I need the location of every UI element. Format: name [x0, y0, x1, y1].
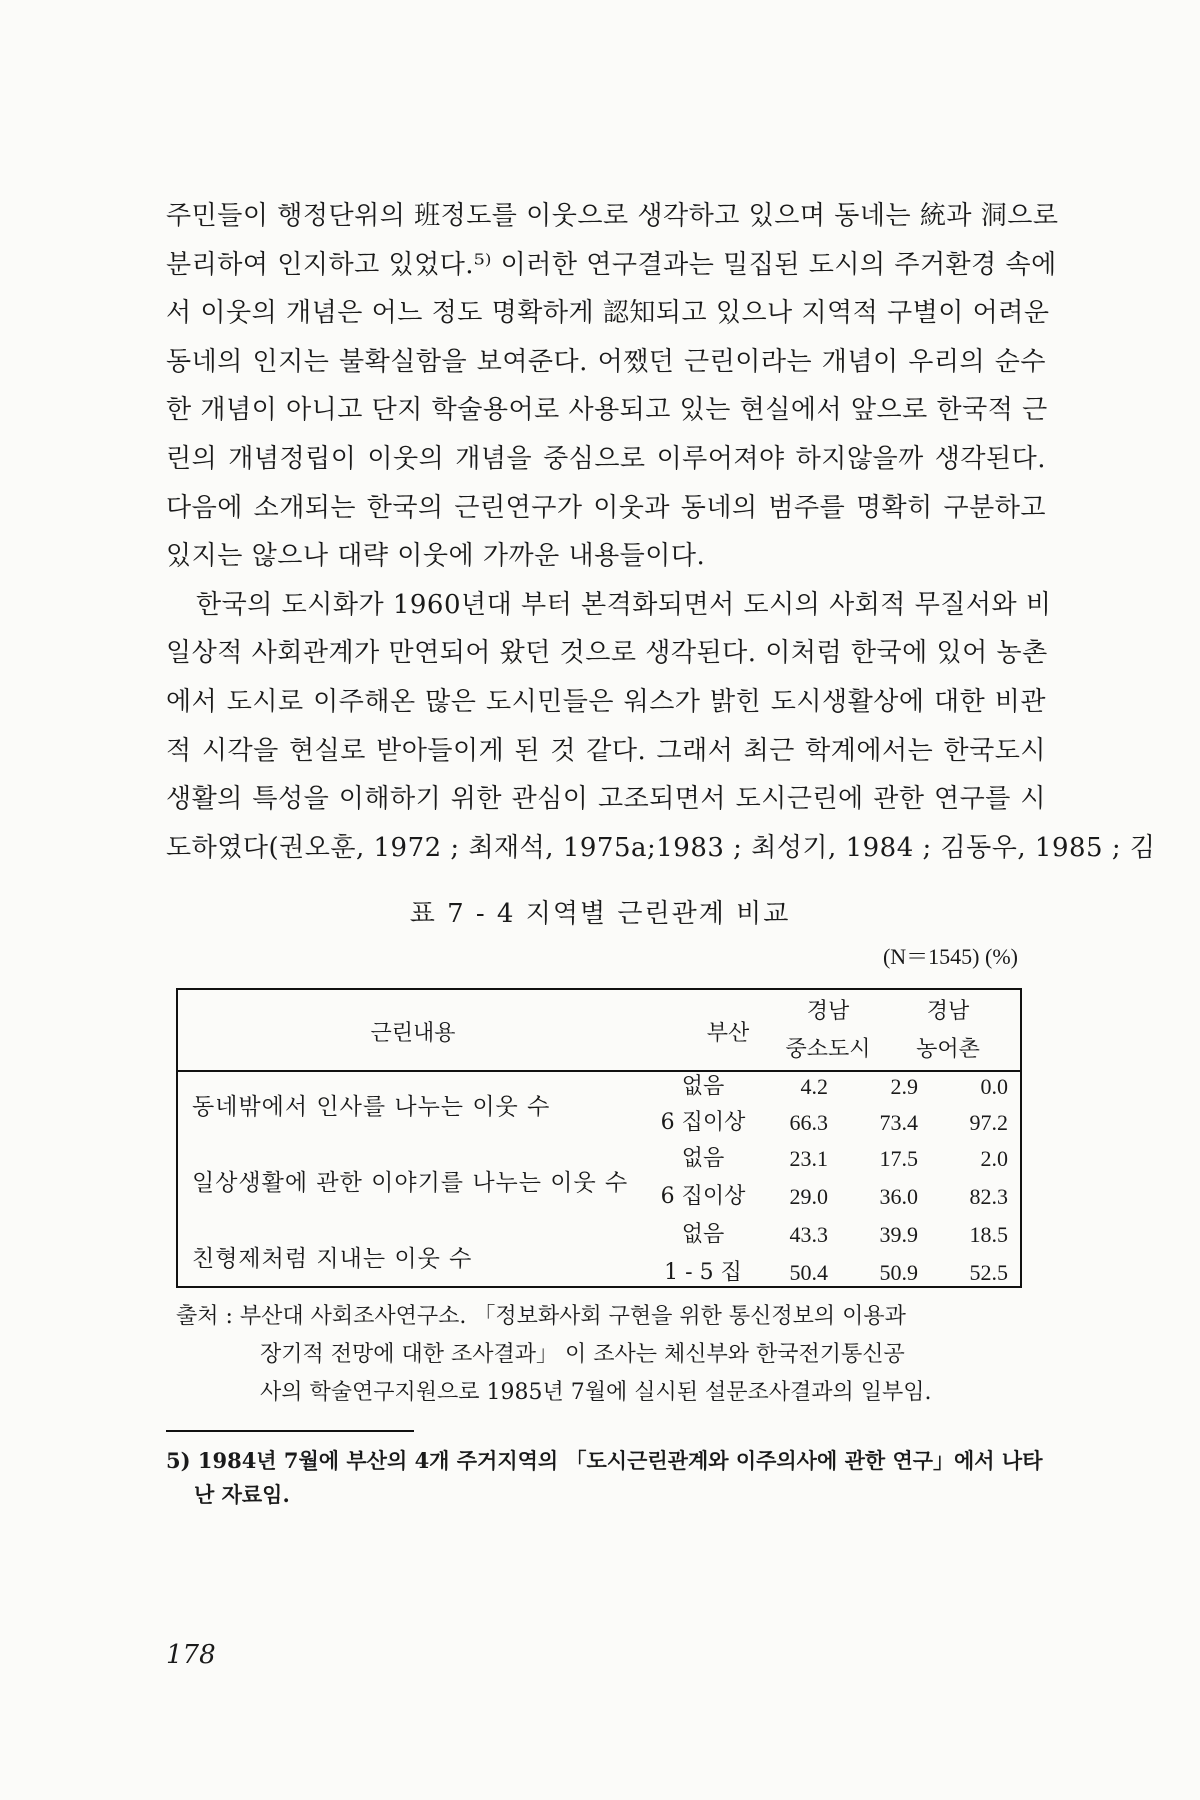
body-text: [166, 192, 1156, 872]
value-busan: 4.2: [800, 1074, 828, 1099]
body-line: 생활의 특성을 이해하기 위한 관심이 고조되면서 도시근린에 관한 연구를 시: [166, 784, 1046, 815]
header-gn-rural-bottom: 농어촌: [916, 1037, 980, 1062]
body-line: 분리하여 인지하고 있었다.⁵⁾ 이러한 연구결과는 밀집된 도시의 주거환경 속에: [166, 249, 1057, 280]
table-row: [178, 1140, 1020, 1178]
body-line: 에서 도시로 이주해온 많은 도시민들은 워스가 밝힌 도시생활상에 대한 비관: [166, 686, 1046, 717]
value-gn-rural: 18.5: [969, 1222, 1008, 1247]
source-line: 출처 : 부산대 사회조사연구소. 「정보화사회 구현을 위한 통신정보의 이용과: [176, 1304, 906, 1329]
footnote: [166, 1444, 1066, 1512]
sub-label: 없음: [681, 1074, 725, 1099]
source-line: 사의 학술연구지원으로 1985년 7월에 실시된 설문조사결과의 일부임.: [260, 1380, 932, 1405]
value-gn-city: 73.4: [879, 1110, 918, 1135]
table-row: [178, 1104, 1020, 1142]
category-label: 친형제처럼 지내는 이웃 수: [192, 1246, 473, 1272]
table-source: [176, 1298, 1036, 1412]
table-header: [178, 990, 1020, 1072]
sub-label: 6 집이상: [660, 1110, 746, 1135]
value-busan: 43.3: [789, 1222, 828, 1247]
header-gn-rural-top: 경남: [926, 999, 970, 1024]
table-sample-note: (N＝1545) (%): [882, 944, 1018, 969]
source-line: 장기적 전망에 대한 조사결과」 이 조사는 체신부와 한국전기통신공: [260, 1342, 905, 1367]
body-line: 한국의 도시화가 1960년대 부터 본격화되면서 도시의 사회적 무질서와 비: [196, 589, 1052, 620]
sub-label: 없음: [681, 1222, 725, 1247]
table-row: [178, 1178, 1020, 1216]
value-gn-city: 39.9: [879, 1222, 918, 1247]
body-line: 도하였다(권오훈, 1972 ; 최재석, 1975a;1983 ; 최성기, 1984 ; 김동우, 1985 ; 김: [166, 832, 1156, 863]
value-gn-city: 36.0: [879, 1184, 918, 1209]
body-line: 서 이웃의 개념은 어느 정도 명확하게 認知되고 있으나 지역적 구별이 어려운: [166, 298, 1050, 329]
value-busan: 29.0: [789, 1184, 828, 1209]
sub-label: 1 - 5 집: [664, 1260, 742, 1285]
table-title: 표 7 - 4 지역별 근린관계 비교: [409, 899, 791, 929]
header-content: 근린내용: [370, 1021, 456, 1046]
page-number: 178: [166, 1640, 216, 1670]
header-gn-city-top: 경남: [806, 999, 850, 1024]
table-row: [178, 1254, 1020, 1292]
value-gn-city: 17.5: [879, 1146, 918, 1171]
table-row: [178, 1216, 1020, 1254]
neighbor-relations-table: [176, 988, 1022, 1288]
sub-label: 6 집이상: [660, 1184, 746, 1209]
body-line: 있지는 않으나 대략 이웃에 가까운 내용들이다.: [166, 541, 706, 572]
body-line: 린의 개념정립이 이웃의 개념을 중심으로 이루어져야 하지않을까 생각된다.: [166, 443, 1046, 474]
sub-label: 없음: [681, 1146, 725, 1171]
body-line: 다음에 소개되는 한국의 근린연구가 이웃과 동네의 범주를 명확히 구분하고: [166, 492, 1046, 523]
body-line: 주민들이 행정단위의 班정도를 이웃으로 생각하고 있으며 동네는 統과 洞으로: [166, 201, 1059, 231]
value-gn-rural: 52.5: [969, 1260, 1008, 1285]
category-label: 일상생활에 관한 이야기를 나누는 이웃 수: [192, 1170, 629, 1196]
body-line: 적 시각을 현실로 받아들이게 된 것 같다. 그래서 최근 학계에서는 한국도시: [166, 735, 1046, 766]
value-busan: 23.1: [789, 1146, 828, 1171]
value-busan: 50.4: [789, 1260, 828, 1285]
value-gn-rural: 2.0: [980, 1146, 1008, 1171]
footnote-rule: [166, 1430, 414, 1432]
body-line: 한 개념이 아니고 단지 학술용어로 사용되고 있는 현실에서 앞으로 한국적 근: [166, 395, 1048, 426]
body-line: 일상적 사회관계가 만연되어 왔던 것으로 생각된다. 이처럼 한국에 있어 농촌: [166, 638, 1048, 669]
header-gn-city-bottom: 중소도시: [785, 1037, 871, 1062]
value-busan: 66.3: [789, 1110, 828, 1135]
value-gn-city: 50.9: [879, 1260, 918, 1285]
category-label: 동네밖에서 인사를 나누는 이웃 수: [192, 1094, 551, 1120]
value-gn-rural: 0.0: [980, 1074, 1008, 1099]
header-busan: 부산: [706, 1021, 750, 1046]
value-gn-city: 2.9: [890, 1074, 918, 1099]
body-line: 동네의 인지는 불확실함을 보여준다. 어쨌던 근린이라는 개념이 우리의 순수: [166, 346, 1046, 377]
footnote-line: 난 자료임.: [194, 1482, 290, 1507]
value-gn-rural: 97.2: [969, 1110, 1008, 1135]
footnote-line: 5) 1984년 7월에 부산의 4개 주거지역의 「도시근린관계와 이주의사에 관한 연구」에서 나타: [166, 1448, 1043, 1473]
value-gn-rural: 82.3: [969, 1184, 1008, 1209]
table-row: [178, 1068, 1020, 1106]
